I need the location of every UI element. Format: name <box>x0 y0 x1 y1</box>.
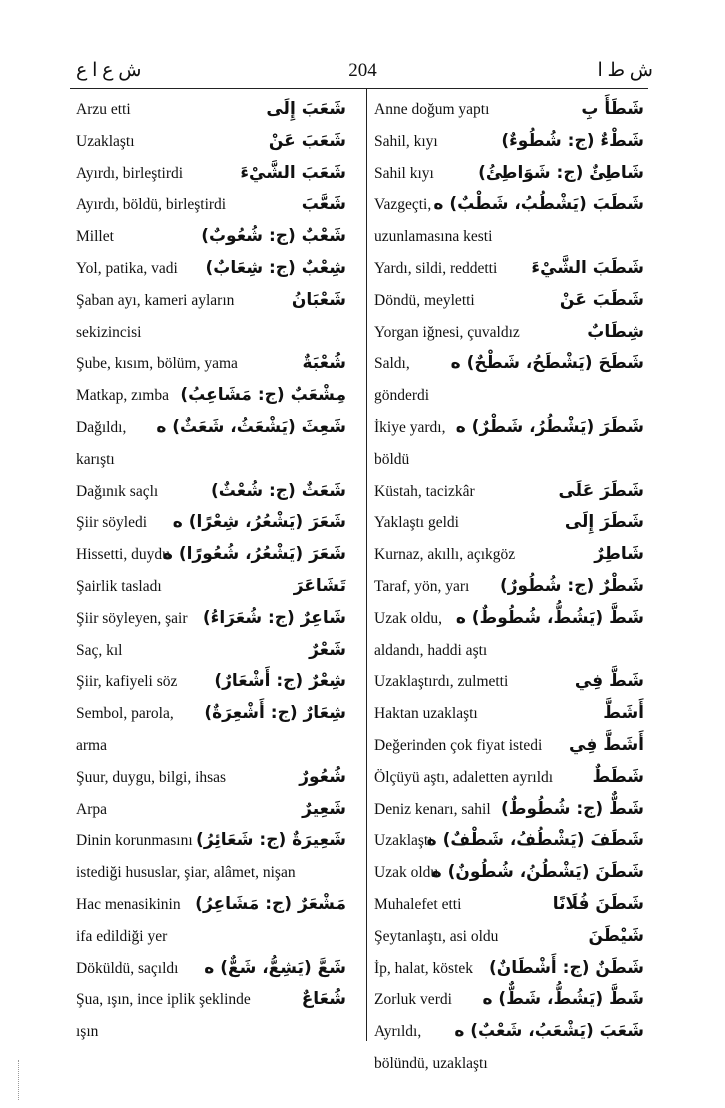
entry-translation: Uzak oldu <box>374 864 439 882</box>
entry-headword: تَشَاعَرَ <box>293 575 346 596</box>
entry-translation: Yaklaştı geldi <box>374 514 459 532</box>
entry <box>76 571 346 603</box>
entry-translation: ışın <box>76 1023 99 1041</box>
entry-translation: Ayrıldı, <box>374 1023 422 1041</box>
entry-translation: Ölçüyü aştı, adaletten ayrıldı <box>374 768 554 786</box>
entry-translation: Şaban ayı, kameri ayların <box>76 291 235 309</box>
entry-headword: شِعْبٌ (ج: شِعَابٌ) <box>205 257 346 278</box>
left-column <box>76 94 346 1048</box>
entry-translation: Şua, ışın, ince iplik şeklinde <box>76 991 251 1009</box>
entry-translation: Sahil, kıyı <box>374 132 438 150</box>
entry <box>374 666 644 698</box>
entry-headword: شَطَرَ (يَشْطُرُ، شَطْرٌ) ه <box>455 416 644 437</box>
entry <box>374 698 644 730</box>
entry-continuation <box>374 1048 644 1080</box>
entry-translation: Anne doğum yaptı <box>374 101 490 118</box>
entry-translation: Küstah, tacizkâr <box>374 482 475 500</box>
entry <box>374 857 644 889</box>
entry <box>374 953 644 985</box>
entry-headword: شُعَاعٌ <box>301 989 346 1010</box>
entry-headword: شَطَبَ عَنْ <box>559 289 644 310</box>
entry-translation: Arzu etti <box>76 101 131 118</box>
entry <box>76 953 346 985</box>
entry <box>374 603 644 635</box>
column-divider <box>366 89 367 1041</box>
entry-translation: İkiye yardı, <box>374 418 446 436</box>
entry-continuation <box>76 857 346 889</box>
entry-translation: Şeytanlaştı, asi oldu <box>374 927 499 945</box>
entry-headword: شَطَنَ فُلَانًا <box>552 893 644 914</box>
entry-translation: böldü <box>374 450 410 468</box>
entry-continuation <box>374 635 644 667</box>
entry-headword: شَعَثٌ (ج: شُعْثٌ) <box>210 480 346 501</box>
entry-continuation <box>374 444 644 476</box>
entry <box>76 635 346 667</box>
entry-headword: شَطَرَ إِلَى <box>564 512 644 533</box>
entry-headword: شَعْرٌ <box>309 639 346 660</box>
entry-translation: Döndü, meyletti <box>374 291 475 309</box>
entry-headword: شُعْبَةٌ <box>302 353 346 374</box>
entry-headword: شَطْرٌ (ج: شُطُورٌ) <box>499 575 644 596</box>
entry-headword: شَعَرَ (يَشْعُرُ، شُعُورًا) ه <box>162 544 346 565</box>
entry-headword: شَعَرَ (يَشْعُرُ، شِعْرًا) ه <box>172 512 346 533</box>
entry <box>76 539 346 571</box>
entry <box>76 285 346 317</box>
entry-headword: شَعَّ (يَشِعُّ، شَعٌّ) ه <box>204 957 346 978</box>
entry-headword: شَعَبَ إِلَى <box>266 99 346 119</box>
entry <box>76 889 346 921</box>
entry-translation: Vazgeçti, <box>374 196 432 214</box>
entry-headword: شَعَّبَ <box>301 194 346 215</box>
entry <box>76 984 346 1016</box>
entry <box>76 762 346 794</box>
entry-translation: Yorgan iğnesi, çuvaldız <box>374 323 520 341</box>
entry-translation: Sembol, parola, <box>76 705 174 723</box>
entry-translation: İp, halat, köstek <box>374 959 474 977</box>
entry-translation: Ayırdı, böldü, birleştirdi <box>76 196 227 214</box>
entry-translation: Arpa <box>76 800 107 818</box>
entry-translation: Şuur, duygu, bilgi, ihsas <box>76 768 227 786</box>
entry <box>76 126 346 158</box>
header-rule <box>70 88 648 89</box>
entry-headword: شَطَّ فِي <box>574 671 644 692</box>
entry-translation: Şiir söyleyen, şair <box>76 609 188 627</box>
entry-translation: Uzaklaştı <box>374 832 433 850</box>
entry <box>374 285 644 317</box>
entry-headword: شَعِيرَةٌ (ج: شَعَائِرُ) <box>196 830 346 851</box>
entry-headword: شِطَابٌ <box>587 321 644 342</box>
entry-translation: Millet <box>76 228 114 246</box>
entry-headword: شَطَفَ (يَشْطُفُ، شَطْفٌ) ه <box>426 830 644 851</box>
entry-translation: Şiir, kafiyeli söz <box>76 673 178 691</box>
entry-headword: شَطَبَ الشَّيْءَ <box>531 257 644 278</box>
entry <box>76 794 346 826</box>
entry-headword: شَطَنٌ (ج: أَشْطَانٌ) <box>488 957 644 978</box>
entry-continuation <box>76 444 346 476</box>
entry-translation: Uzaklaştırdı, zulmetti <box>374 673 509 691</box>
entry <box>374 348 644 380</box>
entry <box>76 698 346 730</box>
entry-translation: Döküldü, saçıldı <box>76 959 179 977</box>
entry-headword: شَيْطَنَ <box>588 925 644 946</box>
entry-headword: مِشْعَبٌ (ج: مَشَاعِبُ) <box>180 385 346 406</box>
entry-translation: Hissetti, duydu <box>76 546 170 564</box>
entry-headword: شَعَبَ الشَّيْءَ <box>240 162 346 183</box>
entry-translation: gönderdi <box>374 387 430 405</box>
entry <box>374 571 644 603</box>
entry <box>374 984 644 1016</box>
entry-translation: Saldı, <box>374 355 410 373</box>
entry <box>374 921 644 953</box>
entry-translation: arma <box>76 736 107 754</box>
entry-translation: Uzak oldu, <box>374 609 443 627</box>
entry-continuation <box>374 380 644 412</box>
page-number: 204 <box>348 60 377 81</box>
entry-translation: Uzaklaştı <box>76 132 135 150</box>
entry-translation: bölündü, uzaklaştı <box>374 1054 488 1072</box>
entry-translation: Şube, kısım, bölüm, yama <box>76 355 238 373</box>
entry-translation: istediği hususlar, şiar, alâmet, nişan <box>76 864 296 882</box>
entry <box>374 412 644 444</box>
entry <box>374 126 644 158</box>
entry-translation: karıştı <box>76 450 115 468</box>
entry <box>374 317 644 349</box>
entry-headword: شُعُورٌ <box>299 766 346 787</box>
entry <box>374 730 644 762</box>
entry <box>374 253 644 285</box>
entry-translation: Sahil kıyı <box>374 164 434 182</box>
entry-translation: Haktan uzaklaştı <box>374 705 478 723</box>
entry <box>374 1016 644 1048</box>
entry-translation: uzunlamasına kesti <box>374 228 493 246</box>
entry-headword: أَشَطَّ <box>603 703 644 724</box>
entry <box>374 794 644 826</box>
entry-continuation <box>76 317 346 349</box>
entry <box>374 476 644 508</box>
entry-translation: sekizincisi <box>76 323 142 341</box>
entry-headword: شَعْبٌ (ج: شُعُوبٌ) <box>201 226 346 247</box>
entry-headword: شَعَبَ (يَشْعَبُ، شَعْبٌ) ه <box>454 1021 644 1042</box>
entry <box>76 507 346 539</box>
entry-headword: شَطَرَ عَلَى <box>558 480 644 501</box>
entry-continuation <box>76 921 346 953</box>
entry <box>76 189 346 221</box>
scan-edge-mark <box>18 1060 20 1100</box>
entry-headword: شَطَحَ (يَشْطَحُ، شَطْحٌ) ه <box>450 353 644 374</box>
entry-headword: شَطَطٌ <box>592 766 644 787</box>
entry-translation: Matkap, zımba <box>76 387 169 405</box>
entry-headword: شِعْرٌ (ج: أَشْعَارٌ) <box>214 671 346 692</box>
entry <box>76 825 346 857</box>
entry-translation: Zorluk verdi <box>374 991 452 1009</box>
entry-headword: شَعِيرٌ <box>302 798 346 819</box>
entry-translation: Değerinden çok fiyat istedi <box>374 736 543 754</box>
entry-headword: مَشْعَرٌ (ج: مَشَاعِرُ) <box>195 893 346 914</box>
entry-headword: شَطَنَ (يَشْطُنُ، شُطُونٌ) ه <box>431 862 644 883</box>
entry-headword: شَطْءٌ (ج: شُطُوءٌ) <box>501 130 644 151</box>
entry-headword: شَطَبَ (يَشْطُبُ، شَطْبٌ) ه <box>433 194 644 215</box>
entry <box>76 158 346 190</box>
entry <box>76 666 346 698</box>
left-guide-words: ش ع ا ع <box>76 60 142 81</box>
entry-translation: Dağıldı, <box>76 418 127 436</box>
entry-headword: شَاطِرٌ <box>594 544 644 565</box>
entry <box>76 603 346 635</box>
entry-headword: شَاطِئٌ (ج: شَوَاطِئُ) <box>478 162 644 183</box>
entry-translation: Saç, kıl <box>76 641 123 659</box>
entry-headword: شَاعِرٌ (ج: شُعَرَاءُ) <box>202 607 346 628</box>
entry <box>76 253 346 285</box>
entry <box>76 348 346 380</box>
entry <box>76 221 346 253</box>
entry-headword: شَطَّ (يَشُطُّ، شَطٌّ) ه <box>482 989 644 1010</box>
entry-headword: شَعَبَ عَنْ <box>268 130 346 151</box>
entry-headword: شَطَأَ بِ <box>581 99 644 119</box>
entry <box>76 94 346 126</box>
entry <box>374 825 644 857</box>
entry-translation: Hac menasikinin <box>76 895 181 913</box>
entry <box>374 539 644 571</box>
entry-translation: Deniz kenarı, sahil <box>374 800 491 818</box>
entry <box>374 189 644 221</box>
entry-headword: شَعِثَ (يَشْعَثُ، شَعَثٌ) ه <box>156 416 346 437</box>
entry-translation: Şiir söyledi <box>76 514 148 532</box>
entry <box>374 94 644 126</box>
entry-continuation <box>76 730 346 762</box>
entry-headword: أَشَطَّ فِي <box>569 734 644 755</box>
entry <box>374 507 644 539</box>
entry-translation: aldandı, haddi aştı <box>374 641 488 659</box>
entry-translation: Dinin korunmasını <box>76 832 193 850</box>
entry <box>374 158 644 190</box>
entry-translation: Muhalefet etti <box>374 895 462 913</box>
entry-continuation <box>76 1016 346 1048</box>
entry-headword: شَطَّ (يَشُطُّ، شُطُوطٌ) ه <box>455 607 644 628</box>
entry-headword: شَطٌّ (ج: شُطُوطٌ) <box>501 798 644 819</box>
entry <box>374 762 644 794</box>
entry-translation: Taraf, yön, yarı <box>374 577 470 595</box>
right-column <box>374 94 644 1080</box>
entry <box>76 476 346 508</box>
entry-translation: Ayırdı, birleştirdi <box>76 164 184 182</box>
entry-translation: Kurnaz, akıllı, açıkgöz <box>374 546 516 564</box>
entry-translation: Dağınık saçlı <box>76 482 159 500</box>
right-guide-words: ش ط ا <box>597 60 653 81</box>
entry <box>76 412 346 444</box>
entry <box>76 380 346 412</box>
entry-translation: Şairlik tasladı <box>76 577 162 595</box>
entry-translation: Yardı, sildi, reddetti <box>374 259 498 277</box>
entry <box>374 889 644 921</box>
entry-translation: Yol, patika, vadi <box>76 259 178 277</box>
entry-continuation <box>374 221 644 253</box>
entry-translation: ifa edildiği yer <box>76 927 168 945</box>
entry-headword: شَعْبَانُ <box>291 289 346 310</box>
entry-headword: شِعَارٌ (ج: أَشْعِرَةٌ) <box>204 703 346 724</box>
